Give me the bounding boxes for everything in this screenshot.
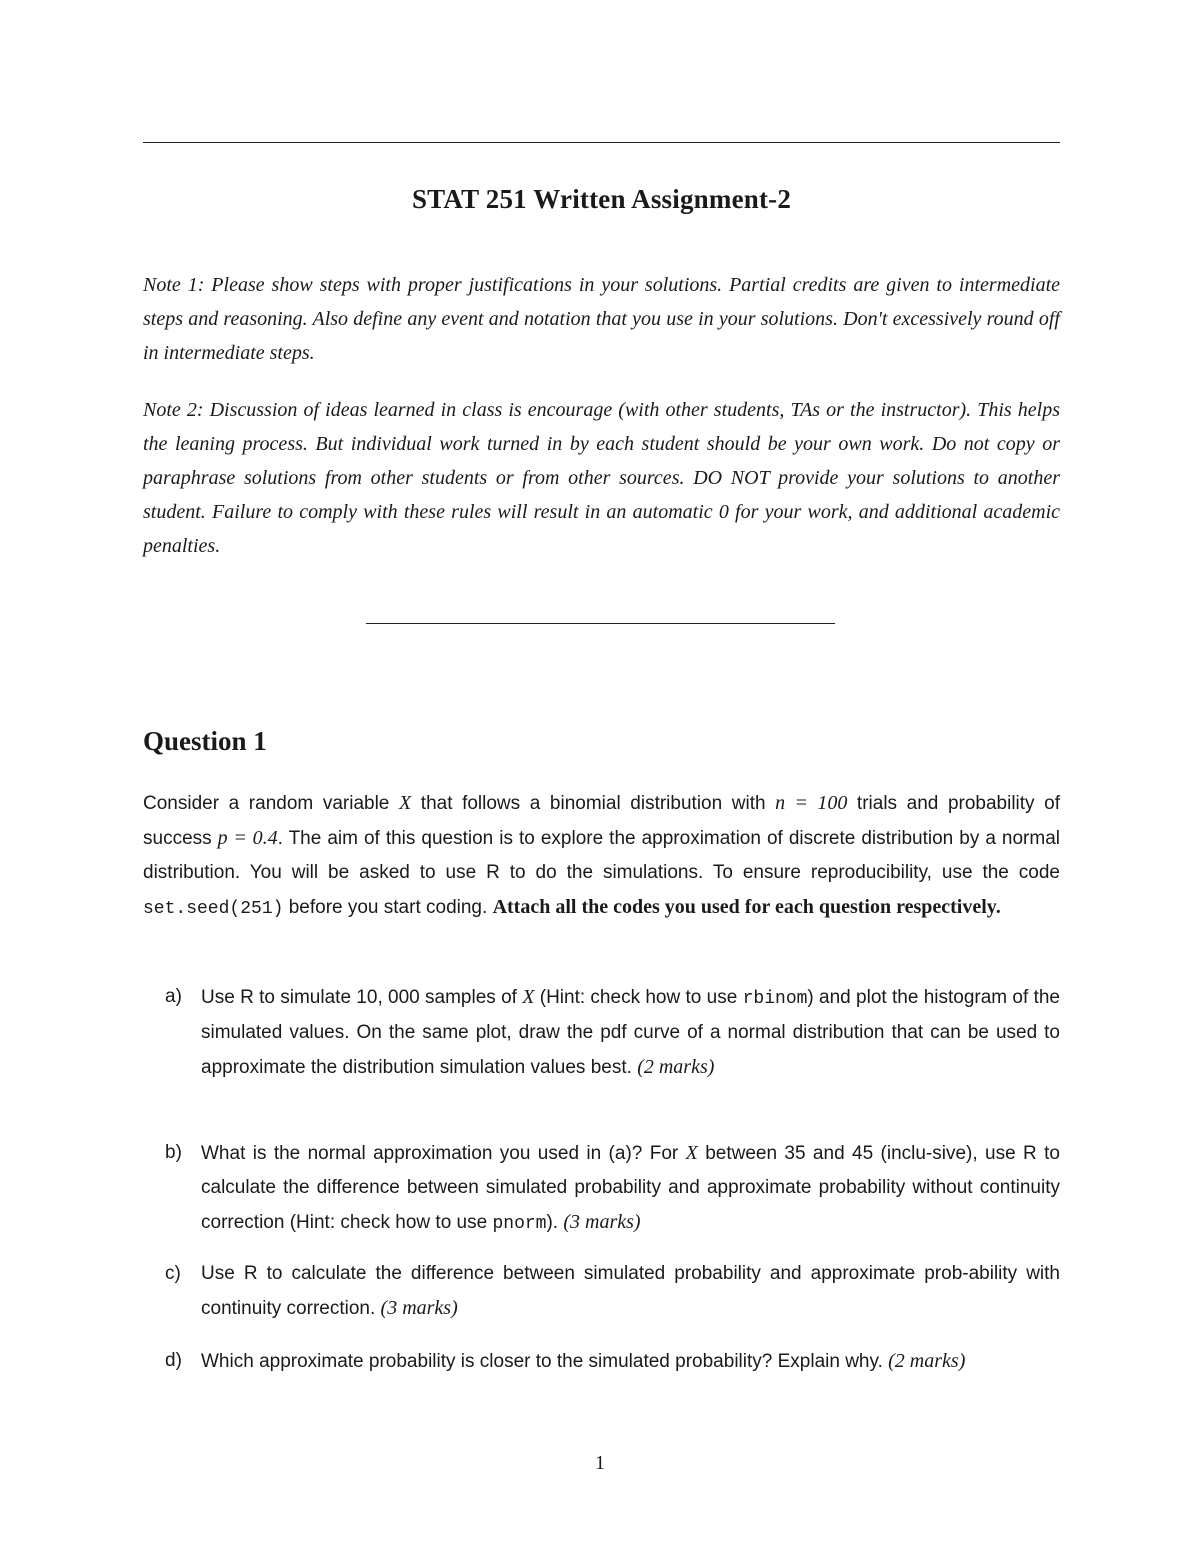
part-a — [143, 980, 1060, 1085]
p-equation: p = 0.4 — [217, 827, 278, 849]
part-d-label: d) — [165, 1350, 182, 1371]
document-title: STAT 251 Written Assignment-2 — [411, 184, 792, 214]
part-a-text-2: (Hint: check how to use — [534, 987, 743, 1008]
part-a-text-3: ) and plot the histogram of the simulated values. On the same plot, draw the pdf curve of a normal distribution that can be used to approximate the distribution simulation values best. — [201, 987, 1060, 1078]
part-b-marks: (3 marks) — [563, 1211, 641, 1233]
part-c-text — [201, 1257, 1060, 1326]
note-1: Note 1: Please show steps with proper justifications in your solutions. Partial credits are given to intermediate steps and reasoning. Also define any event and notation that you use in your solutions. Don't excessively round off in intermediate steps. — [143, 274, 1060, 364]
attach-codes-instruction: Attach all the codes you used for each question respectively. — [492, 896, 1001, 918]
intro-text-2: that follows a binomial distribution with — [411, 793, 776, 814]
part-d-text-1: Which approximate probability is closer to the simulated probability? Explain why. — [201, 1351, 889, 1372]
part-a-variable: X — [522, 986, 535, 1008]
part-b-text — [201, 1136, 1060, 1241]
part-c-label: c) — [165, 1263, 181, 1284]
part-a-marks: (2 marks) — [637, 1056, 715, 1078]
n-equation: n = 100 — [775, 792, 848, 814]
part-b-text-2: between 35 and 45 (inclu-sive), use R to calculate the difference between simulated probability and approximate probability without continuity correction (Hint: check how to use — [201, 1143, 1060, 1233]
part-d-marks: (2 marks) — [888, 1350, 966, 1372]
intro-text-5: before you start coding. — [283, 897, 493, 918]
part-b — [143, 1136, 1060, 1241]
note-2: Note 2: Discussion of ideas learned in class is encourage (with other students, TAs or the instructor). This helps the leaning process. But individual work turned in by each student should be your own work. Do not copy or paraphrase solutions from other students or from other sources. DO NOT provide your solutions to another student. Failure to comply with these rules will result in an automatic 0 for your work, and additional academic penalties. — [143, 399, 1060, 557]
intro-text-4: . The aim of this question is to explore the approximation of discrete distribution by a normal distribution. You will be asked to use R to do the simulations. To ensure reproducibility, use the code — [143, 828, 1060, 883]
part-b-variable: X — [685, 1142, 698, 1164]
part-a-text — [201, 980, 1060, 1085]
part-a-code: rbinom — [742, 989, 808, 1009]
intro-text-3: trials and probability of success — [143, 793, 1060, 849]
part-b-code: pnorm — [492, 1214, 547, 1234]
part-b-label: b) — [165, 1142, 182, 1163]
part-d-text — [201, 1344, 1060, 1379]
part-c-text-1: Use R to calculate the difference between simulated probability and approximate prob-ability with continuity correction. — [201, 1263, 1060, 1319]
part-d — [143, 1344, 1060, 1379]
intro-text-1: Consider a random variable — [143, 793, 399, 814]
question-1-intro — [143, 786, 1060, 926]
part-b-text-3: ). — [546, 1212, 564, 1233]
top-rule — [143, 142, 1060, 143]
section-divider — [366, 623, 835, 624]
part-c — [143, 1257, 1060, 1326]
part-a-text-1: Use R to simulate 10, 000 samples of — [201, 987, 523, 1008]
question-1-heading: Question 1 — [143, 726, 267, 756]
page-number: 1 — [595, 1452, 605, 1474]
part-b-text-1: What is the normal approximation you used in (a)? For — [201, 1143, 686, 1164]
part-a-label: a) — [165, 986, 182, 1007]
part-c-marks: (3 marks) — [380, 1297, 458, 1319]
variable-x: X — [398, 792, 412, 814]
seed-code: set.seed(251) — [143, 899, 284, 919]
